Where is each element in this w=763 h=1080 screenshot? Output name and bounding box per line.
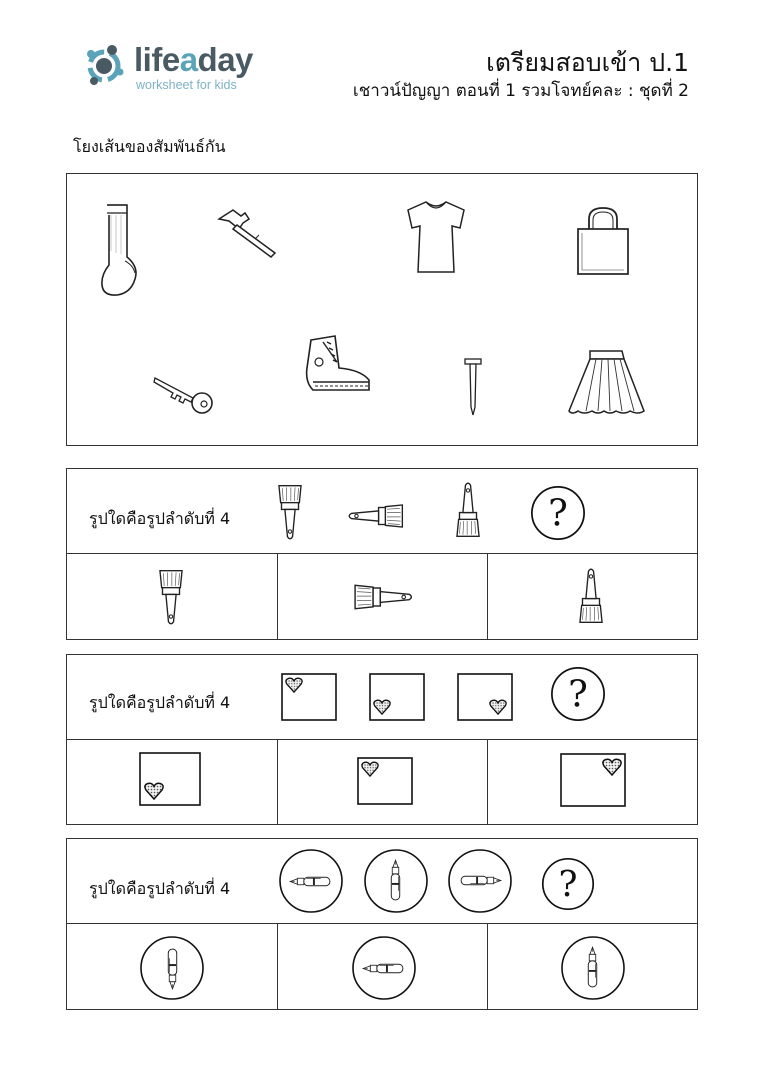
option-2-pen-left[interactable]	[351, 935, 417, 1001]
matching-box	[66, 173, 698, 446]
heart-frame-top-left	[281, 673, 337, 721]
boot-icon[interactable]	[301, 332, 373, 394]
key-icon[interactable]	[153, 374, 215, 414]
page-subtitle: เชาวน์ปัญญา ตอนที่ 1 รวมโจทย์คละ : ชุดที่ 2	[352, 81, 689, 101]
question-1-sequence	[67, 469, 697, 554]
page-title: เตรียมสอบเข้า ป.1	[486, 48, 689, 77]
matching-instruction: โยงเส้นของสัมพันธ์กัน	[73, 137, 226, 156]
question-2	[66, 654, 698, 825]
question-1-label: รูปใดคือรูปลำดับที่ 4	[89, 509, 231, 528]
molecule-icon	[82, 38, 132, 88]
brand-name: lifeaday	[134, 41, 253, 78]
option-2-brush-right[interactable]	[347, 579, 419, 615]
heart-frame-bottom-left	[369, 673, 425, 721]
option-3-heart-top-right[interactable]	[560, 753, 626, 807]
question-mark-icon	[529, 484, 587, 542]
option-2-heart-top-left[interactable]	[357, 757, 413, 805]
question-3	[66, 838, 698, 1010]
brand-tagline: worksheet for kids	[136, 78, 237, 92]
option-1-brush-down[interactable]	[154, 565, 188, 629]
heart-frame-bottom-right	[457, 673, 513, 721]
option-1-heart-bottom-left[interactable]	[139, 752, 201, 806]
hammer-icon[interactable]	[215, 207, 283, 259]
sock-icon[interactable]	[97, 201, 143, 297]
question-3-sequence	[67, 839, 697, 924]
question-2-label: รูปใดคือรูปลำดับที่ 4	[89, 693, 231, 712]
question-mark-icon	[549, 665, 607, 723]
question-3-label: รูปใดคือรูปลำดับที่ 4	[89, 879, 231, 898]
brand-logo	[82, 38, 282, 98]
nail-icon[interactable]	[462, 357, 484, 417]
brush-up-icon	[451, 479, 485, 541]
bag-icon[interactable]	[574, 205, 632, 277]
question-1	[66, 468, 698, 640]
option-1-pen-down[interactable]	[139, 935, 205, 1001]
option-3-brush-up[interactable]	[574, 565, 608, 627]
pen-left-circle	[278, 848, 344, 914]
brush-down-icon	[273, 481, 307, 543]
t-shirt-icon[interactable]	[402, 198, 470, 276]
question-2-sequence	[67, 655, 697, 740]
option-3-pen-up[interactable]	[560, 935, 626, 1001]
skirt-icon[interactable]	[566, 347, 648, 417]
pen-up-circle	[363, 848, 429, 914]
pen-right-circle	[447, 848, 513, 914]
question-mark-icon	[540, 856, 596, 912]
brush-left-icon	[345, 499, 407, 533]
